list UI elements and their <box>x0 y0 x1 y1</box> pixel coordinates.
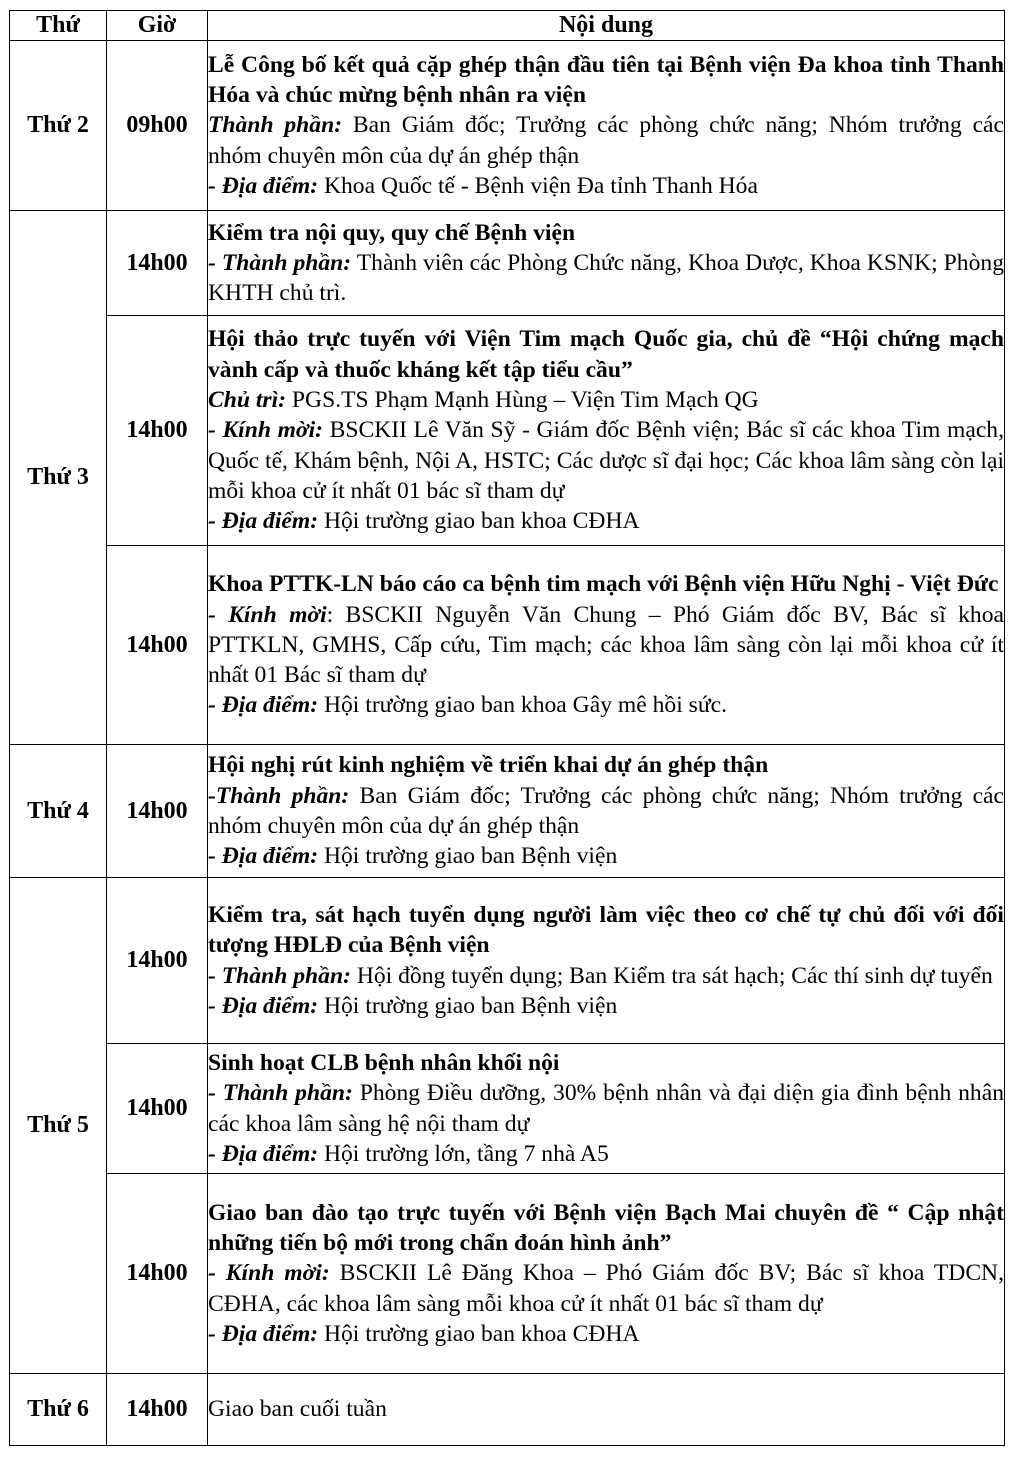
event-title: Khoa PTTK-LN báo cáo ca bệnh tim mạch với Bệnh viện Hữu Nghị - Việt Đức <box>208 571 999 598</box>
field-label: - Địa điểm: <box>208 1320 319 1347</box>
field-text: Khoa Quốc tế - Bệnh viện Đa tỉnh Thanh Hóa <box>318 172 758 199</box>
content-cell <box>208 1374 1005 1446</box>
time-cell: 14h00 <box>107 1374 208 1446</box>
field-label: - Địa điểm: <box>208 843 319 870</box>
table-row <box>10 745 1005 878</box>
field-label: - Địa điểm: <box>208 508 319 535</box>
day-cell: Thứ 2 <box>10 41 107 211</box>
time-cell: 14h00 <box>107 211 208 316</box>
day-cell: Thứ 6 <box>10 1374 107 1446</box>
header-content: Nội dung <box>208 11 1005 41</box>
field-text: Hội trường giao ban khoa CĐHA <box>318 1320 640 1347</box>
table-row <box>10 41 1005 211</box>
content-cell <box>208 878 1005 1044</box>
field-text: BSCKII Lê Đăng Khoa – Phó Giám đốc BV; Bác sĩ khoa TDCN, CĐHA, các khoa lâm sàng mỗi khoa cử ít nhất 01 bác sĩ tham dự <box>208 1260 1004 1317</box>
header-time: Giờ <box>107 11 208 41</box>
event-title: Hội nghị rút kinh nghiệm về triển khai dự án ghép thận <box>208 752 769 779</box>
table-row <box>10 546 1005 745</box>
content-cell <box>208 1174 1005 1374</box>
content-cell <box>208 546 1005 745</box>
content-cell <box>208 211 1005 316</box>
time-cell: 14h00 <box>107 745 208 878</box>
field-label: Chủ trì: <box>208 387 287 414</box>
field-text: PGS.TS Phạm Mạnh Hùng – Viện Tim Mạch QG <box>286 387 759 414</box>
field-text: Hội trường lớn, tầng 7 nhà A5 <box>318 1140 609 1167</box>
time-cell: 14h00 <box>107 1044 208 1174</box>
table-row <box>10 1374 1005 1446</box>
time-cell: 14h00 <box>107 316 208 546</box>
field-label: Thành phần: <box>208 112 343 139</box>
schedule-table <box>9 10 1005 1446</box>
field-text: Hội đồng tuyển dụng; Ban Kiểm tra sát hạch; Các thí sinh dự tuyển <box>350 962 993 989</box>
field-label: - Địa điểm: <box>208 992 319 1019</box>
field-label: - Địa điểm: <box>208 692 319 719</box>
content-cell <box>208 1044 1005 1174</box>
field-label: - Địa điểm: <box>208 172 319 199</box>
content-cell <box>208 745 1005 878</box>
table-row <box>10 211 1005 316</box>
field-text: Phòng Điều dưỡng, 30% bệnh nhân và đại diện gia đình bệnh nhân các khoa lâm sàng hệ nội tham dự <box>208 1080 1004 1137</box>
field-label: - Kính mời: <box>208 417 324 444</box>
field-text: Hội trường giao ban Bệnh viện <box>318 843 618 870</box>
header-day: Thứ <box>10 11 107 41</box>
field-text: Ban Giám đốc; Trưởng các phòng chức năng; Nhóm trưởng các nhóm chuyên môn của dự án ghép thận <box>208 112 1004 169</box>
field-label: - Thành phần: <box>208 249 352 276</box>
field-label: - Địa điểm: <box>208 1140 319 1167</box>
event-title: Sinh hoạt CLB bệnh nhân khối nội <box>208 1049 560 1076</box>
field-label: - Kính mời: <box>208 1260 330 1287</box>
time-cell: 14h00 <box>107 878 208 1044</box>
field-text: Hội trường giao ban khoa Gây mê hồi sức. <box>318 692 727 719</box>
content-cell <box>208 41 1005 211</box>
event-title: Hội thảo trực tuyến với Viện Tim mạch Quốc gia, chủ đề “Hội chứng mạch vành cấp và thuốc kháng kết tập tiểu cầu” <box>208 326 1004 383</box>
field-label: - Kính mời <box>208 601 327 628</box>
event-title: Lễ Công bố kết quả cặp ghép thận đầu tiên tại Bệnh viện Đa khoa tỉnh Thanh Hóa và chúc mừng bệnh nhân ra viện <box>208 51 1004 109</box>
header-row <box>10 11 1005 41</box>
event-title: Kiểm tra nội quy, quy chế Bệnh viện <box>208 219 576 246</box>
day-cell: Thứ 3 <box>10 211 107 745</box>
field-text: Hội trường giao ban Bệnh viện <box>318 992 618 1019</box>
event-title: Kiểm tra, sát hạch tuyển dụng người làm việc theo cơ chế tự chủ đối với đối tượng HĐLĐ của Bệnh viện <box>208 901 1004 959</box>
table-row <box>10 1174 1005 1374</box>
field-text: Thành viên các Phòng Chức năng, Khoa Dược, Khoa KSNK; Phòng KHTH chủ trì. <box>208 249 1004 307</box>
field-label: - Thành phần: <box>208 1080 353 1107</box>
table-row <box>10 316 1005 546</box>
table-row <box>10 1044 1005 1174</box>
day-cell: Thứ 5 <box>10 878 107 1374</box>
time-cell: 09h00 <box>107 41 208 211</box>
field-text: Ban Giám đốc; Trưởng các phòng chức năng; Nhóm trưởng các nhóm chuyên môn của dự án ghép thận <box>208 782 1004 839</box>
event-title: Giao ban đào tạo trực tuyến với Bệnh viện Bạch Mai chuyên đề “ Cập nhật những tiến bộ mới trong chẩn đoán hình ảnh” <box>208 1199 1004 1257</box>
field-label: -Thành phần: <box>208 782 350 809</box>
event-text: Giao ban cuối tuần <box>208 1396 387 1423</box>
day-cell: Thứ 4 <box>10 745 107 878</box>
content-cell <box>208 316 1005 546</box>
field-text: Hội trường giao ban khoa CĐHA <box>318 508 640 535</box>
table-row <box>10 878 1005 1044</box>
field-text: : BSCKII Nguyễn Văn Chung – Phó Giám đốc BV, Bác sĩ khoa PTTKLN, GMHS, Cấp cứu, Tim mạch; các khoa lâm sàng còn lại mỗi khoa cử ít nhất 01 Bác sĩ tham dự <box>208 601 1004 689</box>
time-cell: 14h00 <box>107 1174 208 1374</box>
field-label: - Thành phần: <box>208 962 351 989</box>
field-text: BSCKII Lê Văn Sỹ - Giám đốc Bệnh viện; Bác sĩ các khoa Tim mạch, Quốc tế, Khám bệnh, Nội A, HSTC; Các dược sĩ đại học; Các khoa lâm sàng còn lại mỗi khoa cử ít nhất 01 bác sĩ tham dự <box>208 417 1004 504</box>
time-cell: 14h00 <box>107 546 208 745</box>
